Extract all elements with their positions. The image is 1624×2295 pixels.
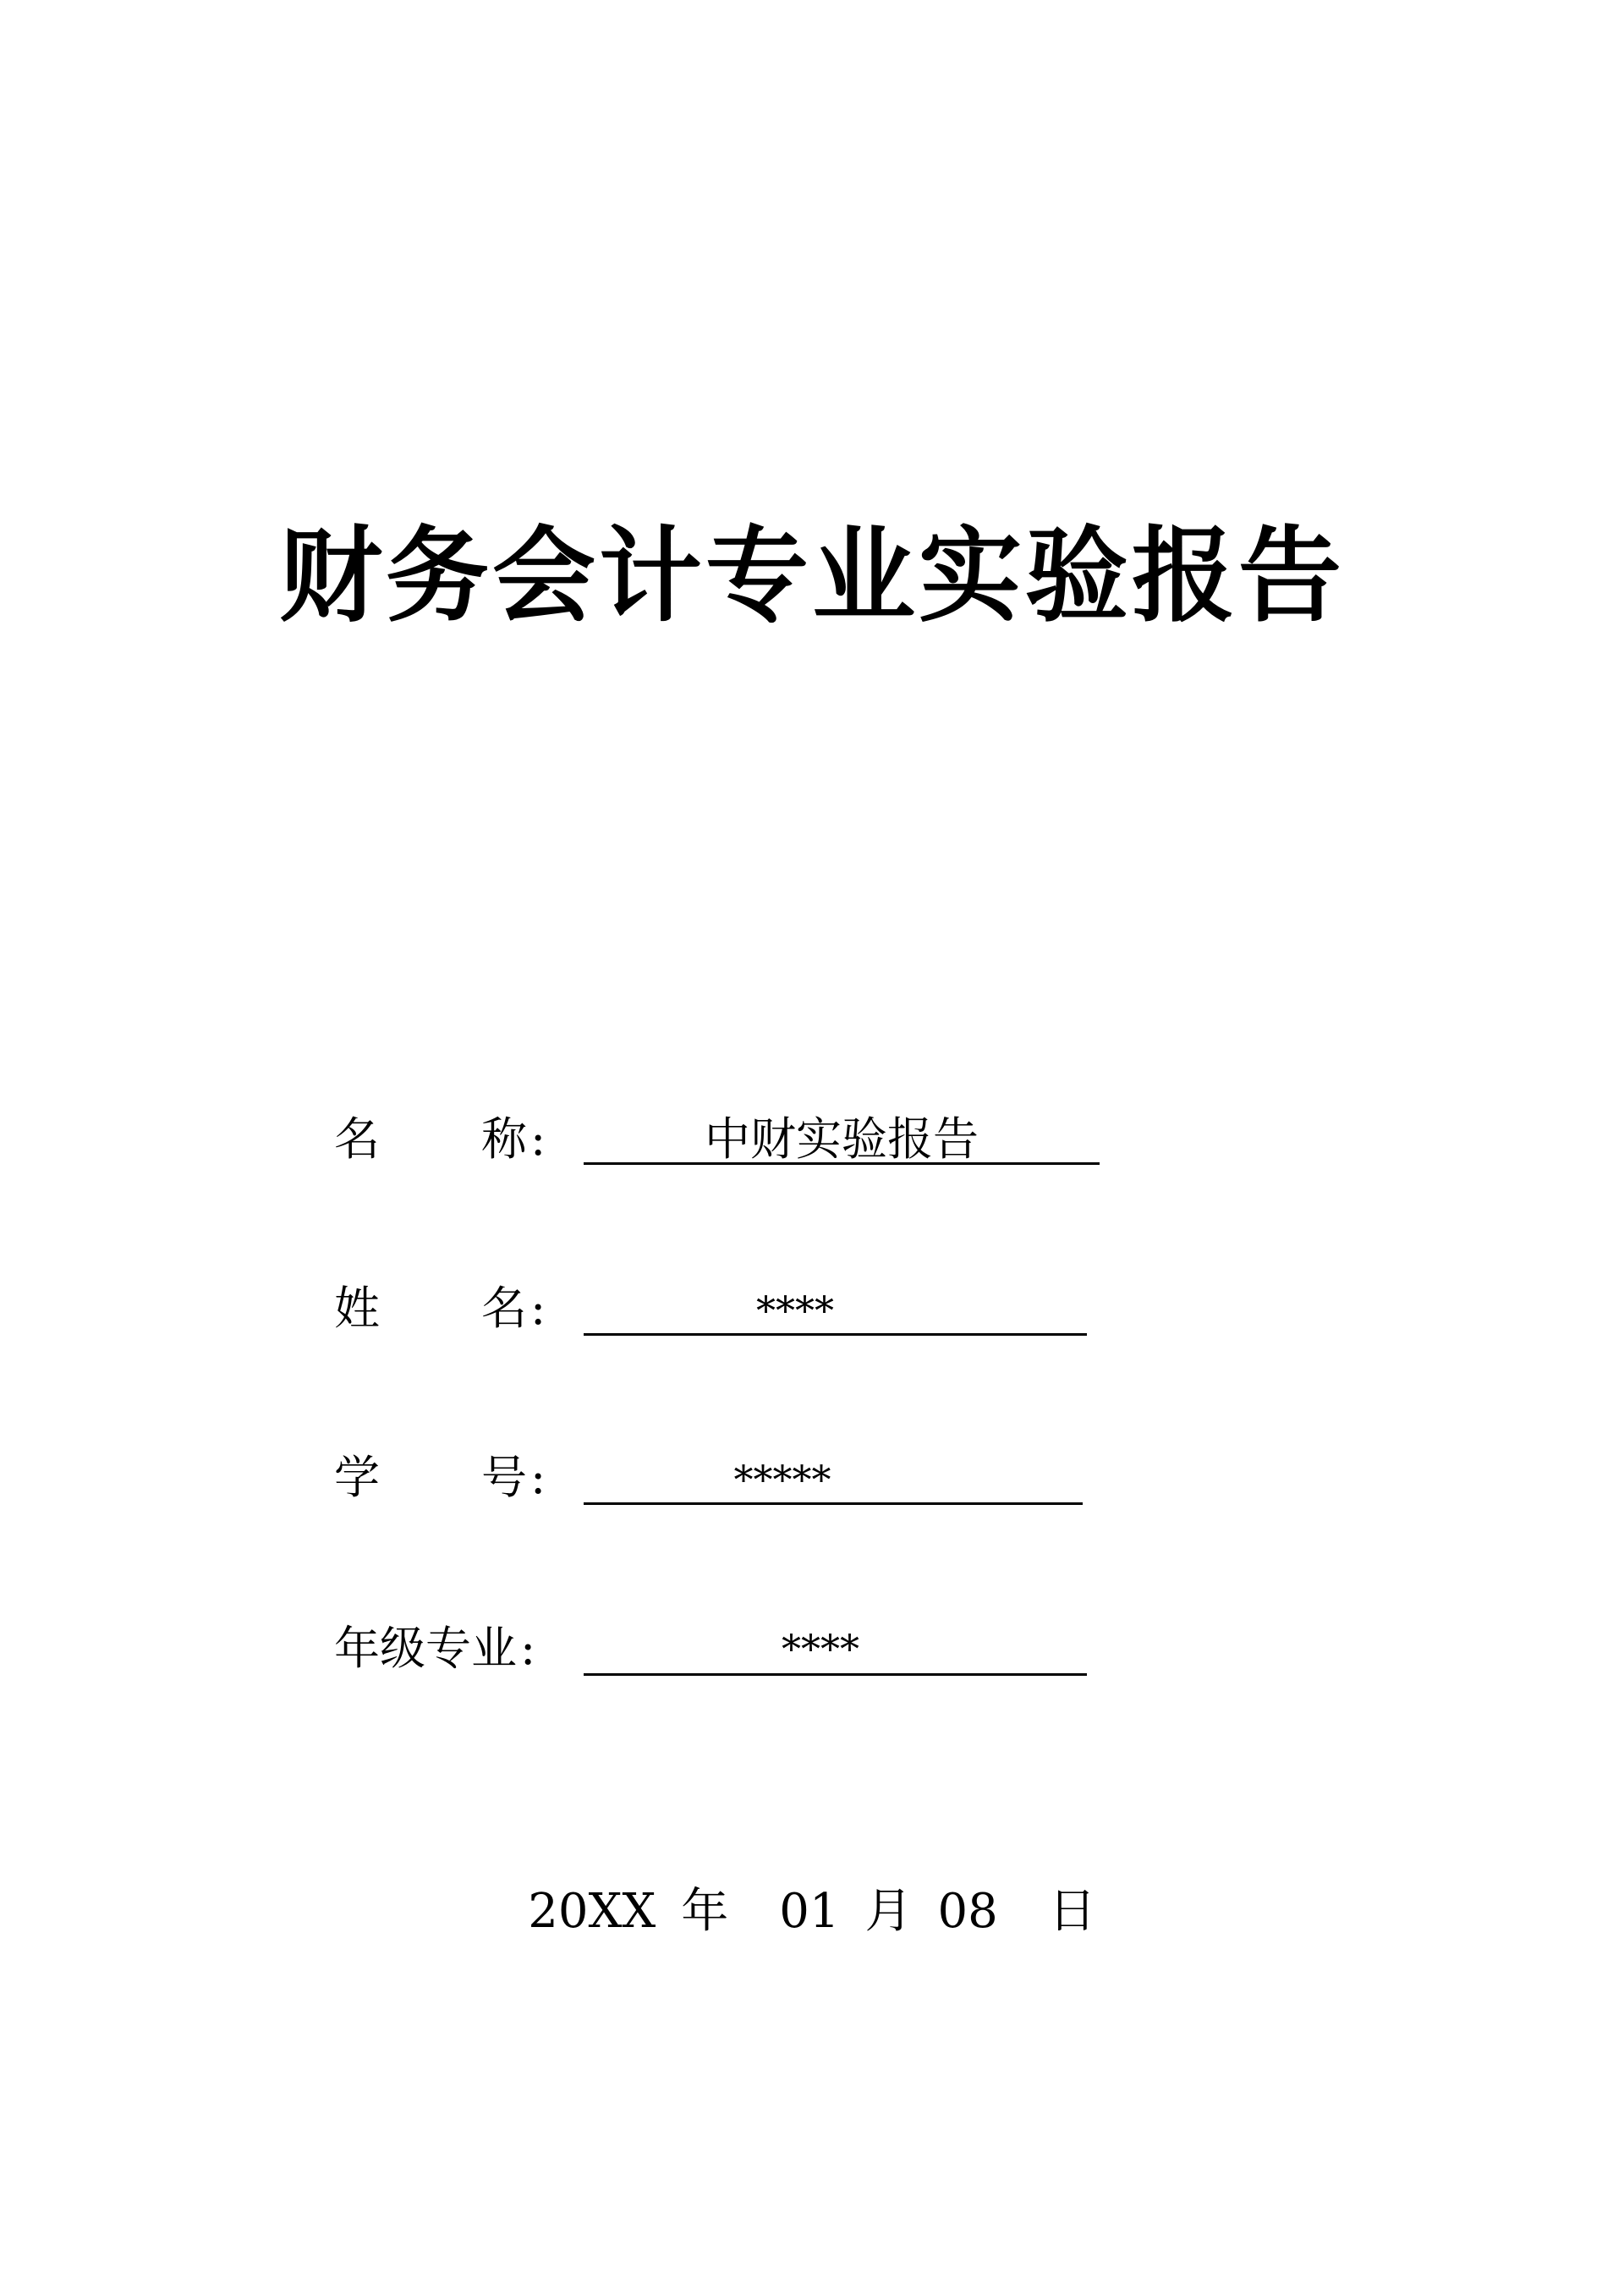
report-title: 财务会计专业实验报告 — [279, 516, 1345, 636]
date-month: 01 — [779, 1884, 840, 1939]
field-value-student-id: ***** — [733, 1457, 831, 1502]
field-underline — [584, 1673, 1087, 1676]
field-label-char: 姓 — [334, 1282, 380, 1335]
field-label-student-id — [334, 1451, 546, 1504]
field-colon: : — [530, 1282, 546, 1335]
date-month-unit: 月 — [864, 1884, 913, 1939]
field-label-student-name — [334, 1282, 546, 1335]
field-label-text: 年级专业 — [334, 1622, 517, 1675]
date-day-unit: 日 — [1048, 1884, 1096, 1939]
field-label-char: 学 — [334, 1451, 380, 1504]
report-date — [0, 1884, 1624, 1939]
field-value-grade-major: **** — [782, 1626, 859, 1672]
field-label-name — [334, 1112, 546, 1166]
field-colon: : — [530, 1451, 546, 1504]
field-label-char: 号 — [481, 1451, 527, 1504]
field-underline — [584, 1162, 1100, 1165]
field-colon: : — [520, 1622, 536, 1675]
date-day: 08 — [937, 1884, 998, 1939]
field-label-char: 称 — [481, 1112, 527, 1166]
field-value-name: 中财实验报告 — [705, 1112, 979, 1166]
field-label-grade-major — [334, 1622, 536, 1675]
field-label-char: 名 — [481, 1282, 527, 1335]
field-value-student-name: **** — [756, 1288, 834, 1333]
field-colon: : — [530, 1112, 546, 1166]
field-label-char: 名 — [334, 1112, 380, 1166]
date-year-unit: 年 — [681, 1884, 729, 1939]
field-underline — [584, 1502, 1083, 1505]
field-underline — [584, 1333, 1087, 1336]
date-year: 20XX — [528, 1884, 656, 1939]
